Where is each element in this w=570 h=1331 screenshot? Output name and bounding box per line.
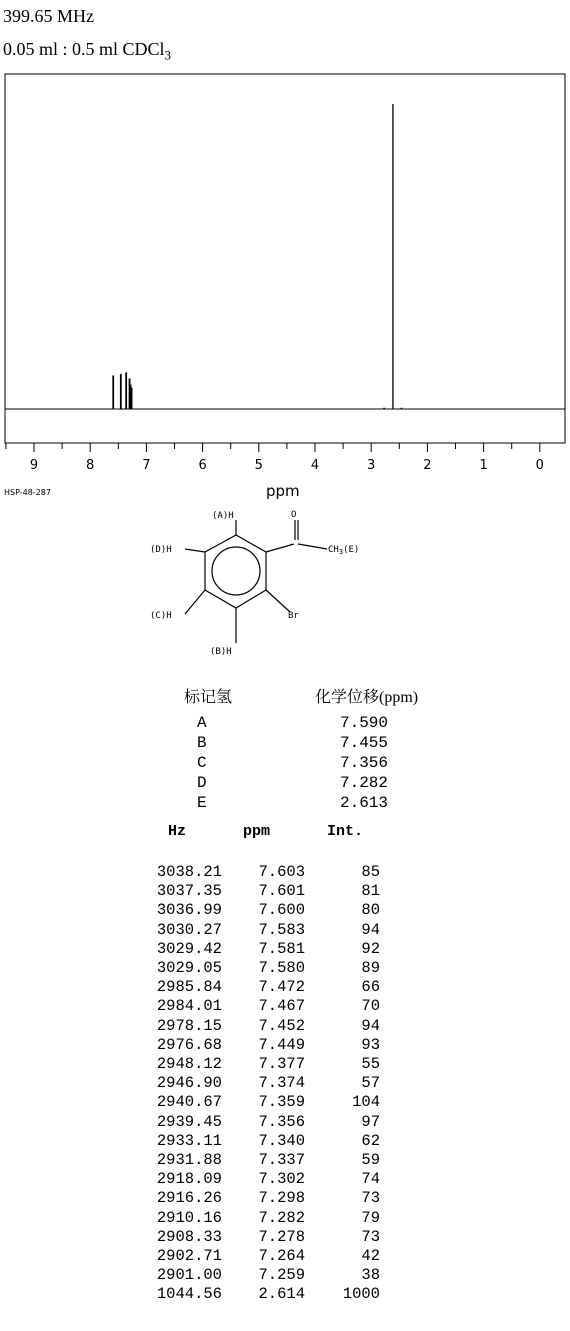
peak-row [0, 1132, 570, 1151]
x-tick-label: 1 [479, 458, 488, 473]
peak-intensity: 73 [361, 1227, 380, 1246]
peak-ppm: 7.472 [258, 978, 305, 997]
peak-ppm: 7.581 [258, 939, 305, 958]
peak-hz: 2939.45 [156, 1112, 222, 1131]
peak-intensity: 57 [361, 1074, 380, 1093]
peak-hz: 2916.26 [156, 1189, 222, 1208]
label-e-sub: 3 [338, 548, 344, 556]
peak-hz: 3037.35 [156, 882, 222, 901]
x-tick-label: 4 [310, 458, 320, 473]
peak-row [0, 921, 570, 940]
peak-ppm: 7.374 [258, 1074, 305, 1093]
label-a: (A)H [212, 511, 234, 521]
peak-intensity: 81 [361, 882, 380, 901]
peak-hz: 2931.88 [156, 1151, 222, 1169]
peak-row [0, 997, 570, 1016]
peak-header-int: Int. [327, 823, 364, 840]
peak-row [0, 882, 570, 901]
x-tick-label: 8 [86, 458, 95, 473]
peak-intensity: 89 [361, 959, 380, 977]
peak-intensity: 73 [361, 1189, 380, 1208]
assignment-label: D [197, 774, 207, 792]
peak-row [0, 1170, 570, 1189]
peak-intensity: 42 [361, 1247, 380, 1265]
peak-hz: 2940.67 [156, 1093, 222, 1112]
peak-hz: 2978.15 [156, 1016, 222, 1035]
peak-hz: 3038.21 [156, 863, 222, 881]
peak-intensity: 79 [361, 1208, 380, 1227]
spectrum-id: HSP-48-287 [4, 488, 51, 497]
peak-row [0, 1285, 570, 1304]
assignment-label: A [197, 714, 207, 732]
x-tick-label: 9 [29, 458, 39, 473]
peak-intensity: 59 [361, 1151, 380, 1169]
assignment-shift: 7.455 [340, 734, 389, 752]
peak-row [0, 1151, 570, 1170]
peak-hz: 2910.16 [156, 1208, 222, 1227]
peak-header-hz: Hz [168, 823, 187, 840]
peak-row [0, 959, 570, 978]
peak-intensity: 94 [361, 1016, 380, 1035]
peak-intensity: 38 [361, 1266, 380, 1285]
peak-hz: 2902.71 [156, 1247, 222, 1265]
peak-hz: 3029.42 [156, 939, 222, 958]
peak-ppm: 7.259 [258, 1266, 305, 1285]
peak-intensity: 70 [361, 997, 380, 1016]
peak-row [0, 901, 570, 920]
peak-ppm: 7.337 [258, 1151, 305, 1169]
assignment-label: E [197, 794, 207, 812]
peak-ppm: 7.264 [258, 1247, 305, 1265]
peak-intensity: 94 [361, 920, 380, 939]
peak-hz: 2918.09 [156, 1170, 222, 1189]
peak-row [0, 1017, 570, 1036]
peak-intensity: 92 [361, 939, 380, 958]
peak-ppm: 7.377 [258, 1055, 305, 1073]
assignment-label: C [197, 754, 207, 772]
label-e-ch: CH [328, 545, 339, 555]
assignment-header-label: 标记氢 [184, 689, 233, 706]
x-tick-label: 6 [198, 458, 207, 473]
peak-row [0, 1113, 570, 1132]
peak-hz: 3030.27 [156, 920, 222, 939]
peak-intensity: 97 [361, 1112, 380, 1131]
peak-ppm: 7.600 [258, 901, 305, 920]
peak-row [0, 1093, 570, 1112]
peak-row [0, 940, 570, 959]
x-tick-label: 3 [367, 458, 376, 473]
peak-hz: 2933.11 [156, 1131, 222, 1150]
peak-ppm: 7.302 [258, 1170, 305, 1189]
peak-row [0, 1247, 570, 1266]
peak-ppm: 7.601 [258, 882, 305, 901]
peak-row [0, 1036, 570, 1055]
peak-row [0, 1074, 570, 1093]
peak-hz: 1044.56 [156, 1285, 222, 1304]
peak-hz: 2908.33 [156, 1227, 222, 1246]
peak-intensity: 85 [361, 863, 380, 881]
peak-row [0, 863, 570, 882]
label-br: Br [288, 611, 299, 621]
peak-intensity: 80 [361, 901, 380, 920]
peak-ppm: 7.603 [258, 863, 305, 881]
x-axis-label: ppm [266, 482, 300, 500]
peak-ppm: 7.467 [258, 997, 305, 1016]
label-o: O [291, 510, 297, 520]
peak-hz: 2948.12 [156, 1055, 222, 1073]
peak-intensity: 55 [361, 1055, 380, 1073]
assignment-header-shift: 化学位移(ppm) [315, 689, 419, 706]
peak-ppm: 2.614 [258, 1285, 305, 1304]
peak-row [0, 1266, 570, 1285]
spectrometer-frequency: 399.65 MHz [3, 6, 94, 26]
peak-ppm: 7.356 [258, 1112, 305, 1131]
assignment-shift: 7.282 [340, 774, 389, 792]
peak-row [0, 1055, 570, 1074]
peak-hz: 2976.68 [156, 1035, 222, 1054]
peak-hz: 2946.90 [156, 1074, 222, 1093]
assignment-shift: 7.356 [340, 754, 389, 772]
peak-row [0, 978, 570, 997]
assignment-label: B [197, 734, 207, 752]
peak-hz: 2984.01 [156, 997, 222, 1016]
peak-intensity: 66 [361, 978, 380, 997]
peak-ppm: 7.580 [258, 959, 305, 977]
benzene-ring [205, 535, 266, 608]
bonds [185, 520, 327, 643]
peak-intensity: 74 [361, 1170, 380, 1189]
peak-hz: 3036.99 [156, 901, 222, 920]
sample-subscript: 3 [164, 47, 172, 63]
x-tick-label: 5 [254, 458, 263, 473]
peak-ppm: 7.359 [258, 1093, 305, 1112]
assignment-shift: 2.613 [340, 794, 389, 812]
peak-intensity: 1000 [342, 1285, 380, 1304]
label-e [328, 545, 359, 556]
peak-hz: 2901.00 [156, 1266, 222, 1285]
peak-ppm: 7.282 [258, 1208, 305, 1227]
peak-row [0, 1209, 570, 1228]
peak-hz: 2985.84 [156, 978, 222, 997]
peak-ppm: 7.583 [258, 920, 305, 939]
peak-intensity: 104 [352, 1093, 380, 1112]
label-b: (B)H [210, 647, 232, 657]
x-tick-label: 7 [142, 458, 151, 473]
peak-intensity: 93 [361, 1035, 380, 1054]
label-e-suffix: (E) [343, 545, 360, 555]
peak-ppm: 7.278 [258, 1227, 305, 1246]
peak-ppm: 7.298 [258, 1189, 305, 1208]
peak-ppm: 7.452 [258, 1016, 305, 1035]
peak-row [0, 1189, 570, 1208]
peak-ppm: 7.449 [258, 1035, 305, 1054]
x-tick-label: 0 [535, 458, 544, 473]
assignment-shift: 7.590 [340, 714, 389, 732]
peak-row [0, 1228, 570, 1247]
label-c: (C)H [150, 611, 172, 621]
peak-ppm: 7.340 [258, 1131, 305, 1150]
x-tick-label: 2 [423, 458, 432, 473]
peak-intensity: 62 [361, 1131, 380, 1150]
label-d: (D)H [150, 545, 172, 555]
sample-text: 0.05 ml : 0.5 ml CDCl [3, 39, 165, 59]
peak-header-ppm: ppm [243, 823, 271, 840]
peak-hz: 3029.05 [156, 959, 222, 977]
